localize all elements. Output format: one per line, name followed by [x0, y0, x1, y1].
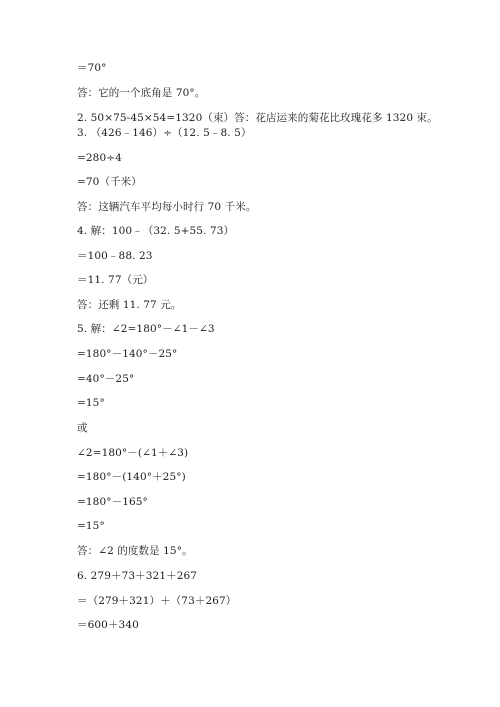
text-line: =180°－140°－25° — [77, 348, 178, 360]
text-line: ＝600＋340 — [77, 619, 139, 631]
text-line: =180°－(140°＋25°) — [77, 471, 186, 483]
text-line: =40°－25° — [77, 373, 135, 385]
text-line: 或 — [77, 422, 88, 434]
text-line: ∠2=180°－(∠1＋∠3) — [77, 447, 189, 459]
text-line: 答：还剩 11. 77 元。 — [77, 299, 182, 311]
text-line: 答：∠2 的度数是 15°。 — [77, 545, 193, 557]
text-line: 答：这辆汽车平均每小时行 70 千米。 — [77, 201, 257, 213]
text-line: =15° — [77, 520, 105, 532]
text-line: =280÷4 — [77, 152, 122, 164]
text-line: =15° — [77, 397, 105, 409]
text-line: 5. 解：∠2=180°－∠1－∠3 — [77, 323, 215, 335]
text-line: 答：它的一个底角是 70°。 — [77, 87, 206, 99]
text-line: =70（千米） — [77, 176, 142, 188]
text-line: ＝（279＋321）＋（73＋267） — [77, 595, 237, 607]
text-line: ＝100﹣88. 23 — [77, 250, 153, 262]
text-line: =180°－165° — [77, 496, 148, 508]
text-line: ＝70° — [77, 62, 107, 74]
text-line: 3. （426﹣146）÷（12. 5﹣8. 5） — [77, 127, 252, 139]
text-line: ＝11. 77（元） — [77, 274, 154, 286]
text-line: 6. 279＋73＋321＋267 — [77, 570, 198, 582]
text-line: 4. 解：100﹣（32. 5+55. 73） — [77, 225, 235, 237]
text-line: 2. 50×75-45×54=1320（束）答：花店运来的菊花比玫瑰花多 1320 束。 — [77, 112, 438, 124]
